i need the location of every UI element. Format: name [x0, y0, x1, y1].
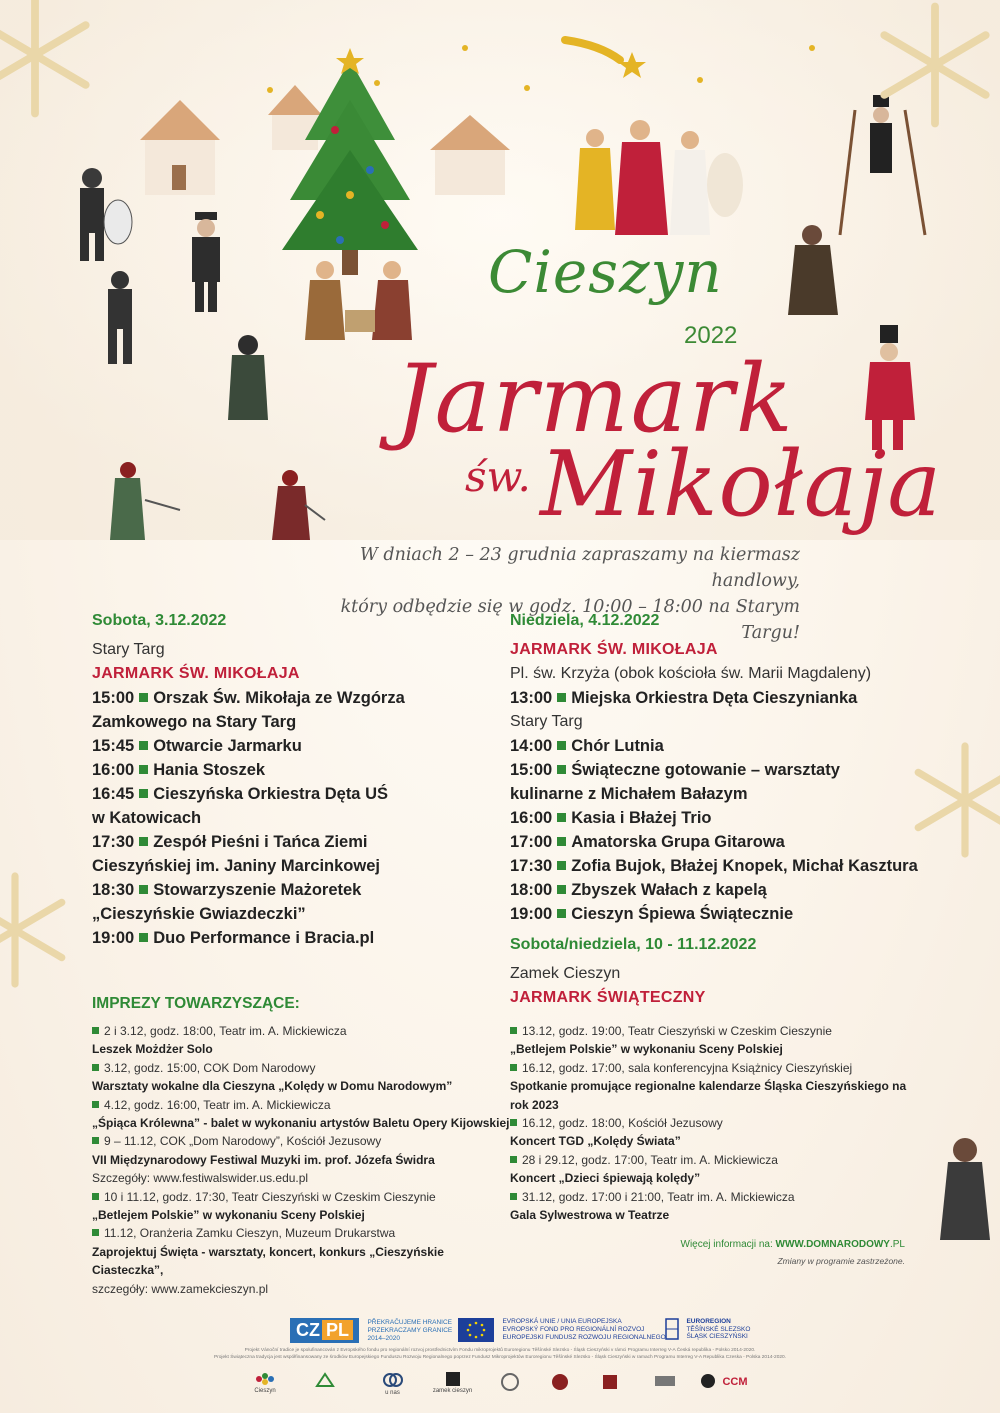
more-info-prefix: Więcej informacji na:	[680, 1239, 776, 1250]
schedule-sunday	[510, 612, 940, 1010]
bullet-square-icon	[139, 765, 148, 774]
schedule-item	[92, 878, 492, 902]
schedule-item	[92, 758, 492, 782]
schedule-list	[510, 686, 940, 710]
schedule-time: 19:00	[510, 905, 553, 923]
schedule-text: Stowarzyszenie Mażoretek	[153, 881, 362, 899]
schedule-item	[510, 806, 940, 830]
funding-line: Projekt Vánoční tradice je spolufinancován z Evropského fondu pro regionální rozvoj prostřednictvím Fondu mikroprojektů Euroregionu Těšínské Slezsko - Śląsk Cieszyński v rámci Programu Interreg V-A Česká republika - Polsko 2014-2020.	[244, 1348, 756, 1353]
schedule-time: 16:45	[92, 785, 135, 803]
place-label: Stary Targ	[92, 641, 165, 658]
side-event-meta	[510, 1114, 910, 1132]
schedule-time: 18:30	[92, 881, 135, 899]
side-event-meta	[510, 1188, 910, 1206]
side-event-meta	[92, 1188, 512, 1206]
schedule-item	[510, 878, 940, 902]
euroregion-line: ŚLĄSK CIESZYŃSKI	[686, 1333, 748, 1340]
schedule-text: Duo Performance i Bracia.pl	[153, 929, 375, 947]
place-label: Pl. św. Krzyża (obok kościoła św. Marii Magdaleny)	[510, 665, 872, 682]
euroregion-text	[686, 1318, 750, 1341]
spacer	[510, 926, 940, 936]
bullet-square-icon	[557, 741, 566, 750]
schedule-list	[92, 686, 492, 950]
schedule-time: 13:00	[510, 689, 553, 707]
schedule-item	[510, 686, 940, 710]
eu-line: EVROPSKÁ UNIE / UNIA EUROPEJSKA	[502, 1318, 622, 1325]
logo-label: Cieszyn	[254, 1388, 276, 1394]
side-event-date: 16.12, godz. 18:00, Kościół Jezusowy	[522, 1116, 723, 1131]
bullet-square-icon	[139, 933, 148, 942]
snowflake-icon	[0, 0, 100, 120]
schedule-text: Hania Stoszek	[153, 761, 266, 779]
more-info-suffix: .PL	[889, 1239, 905, 1250]
side-event-meta	[92, 1096, 512, 1114]
bullet-square-icon	[139, 741, 148, 750]
side-event-date: 3.12, godz. 15:00, COK Dom Narodowy	[104, 1060, 316, 1075]
schedule-text: Otwarcie Jarmarku	[153, 737, 302, 755]
schedule-time: 17:00	[510, 833, 553, 851]
title-sw: św.	[465, 452, 531, 501]
ccm-logo: CCM	[722, 1376, 748, 1388]
partner-logo	[595, 1372, 625, 1402]
schedule-text: Cieszyn Śpiewa Świątecznie	[571, 905, 794, 923]
euroregion-logo	[665, 1318, 750, 1344]
euroregion-icon	[665, 1318, 679, 1340]
schedule-text-continued: w Katowicach	[92, 809, 202, 827]
sponsor-logos	[240, 1372, 760, 1402]
schedule-time: 17:30	[92, 833, 135, 851]
czpl-cz: CZ	[296, 1320, 320, 1340]
czpl-line: PRZEKRACZAMY GRANICE	[367, 1326, 453, 1334]
schedule-item	[92, 782, 492, 806]
bullet-square-icon	[139, 885, 148, 894]
schedule-item	[510, 830, 940, 854]
zamek-cieszyn-logo	[430, 1372, 475, 1402]
schedule-item	[510, 902, 940, 926]
eu-line: EUROPEJSKI FUNDUSZ ROZWOJU REGIONALNEGO	[502, 1334, 666, 1341]
bullet-square-icon	[557, 837, 566, 846]
bullet-square-icon	[510, 1156, 517, 1163]
czpl-logo	[290, 1318, 452, 1344]
day-heading: Sobota/niedziela, 10 - 11.12.2022	[510, 936, 757, 953]
side-events-left	[92, 1022, 512, 1298]
side-event-name: Gala Sylwestrowa w Teatrze	[510, 1208, 670, 1223]
schedule-item	[92, 830, 492, 854]
winter-village-illustration	[0, 0, 1000, 540]
side-event-meta	[510, 1022, 910, 1040]
schedule-item	[510, 734, 940, 758]
side-event-meta	[92, 1022, 512, 1040]
czpl-badge	[290, 1318, 359, 1343]
bullet-square-icon	[92, 1193, 99, 1200]
funding-note	[100, 1347, 900, 1361]
day-heading: Sobota, 3.12.2022	[92, 612, 227, 629]
schedule-time: 15:45	[92, 737, 135, 755]
side-event-meta	[92, 1059, 512, 1077]
schedule-item	[92, 734, 492, 758]
bullet-square-icon	[510, 1193, 517, 1200]
schedule-text-continued: Zamkowego na Stary Targ	[92, 713, 297, 731]
euroregion-line: EUROREGION	[686, 1318, 731, 1325]
side-events-heading: IMPREZY TOWARZYSZĄCE:	[92, 995, 300, 1012]
side-event-extra: Szczegóły: www.festiwalswider.us.edu.pl	[92, 1171, 309, 1186]
bullet-square-icon	[557, 765, 566, 774]
side-event-name: Zaprojektuj Święta - warsztaty, koncert, konkurs „Cieszyńskie Ciasteczka”,	[92, 1244, 444, 1278]
schedule-text: Świąteczne gotowanie – warsztaty	[571, 761, 840, 779]
eu-logo	[458, 1318, 666, 1344]
partner-logo	[545, 1372, 575, 1402]
side-event-name: Koncert TGD „Kolędy Świata”	[510, 1134, 681, 1149]
schedule-text-continued: „Cieszyńskie Gwiazdeczki”	[92, 905, 306, 923]
side-event-date: 31.12, godz. 17:00 i 21:00, Teatr im. A. Mickiewicza	[522, 1189, 795, 1204]
czpl-line: PŘEKRAČUJEME HRANICE	[367, 1318, 452, 1326]
u-nas-logo	[365, 1372, 420, 1402]
bullet-square-icon	[510, 1064, 517, 1071]
schedule-item	[92, 926, 492, 950]
side-event-date: 9 – 11.12, COK „Dom Narodowy”, Kościół Jezusowy	[104, 1134, 382, 1149]
side-event-meta	[510, 1059, 910, 1077]
more-info	[640, 1239, 905, 1250]
side-event-name: Koncert „Dzieci śpiewają kolędy”	[510, 1171, 701, 1186]
title-jarmark: Jarmark	[395, 345, 795, 454]
schedule-time: 15:00	[510, 761, 553, 779]
schedule-text: Kasia i Błażej Trio	[571, 809, 712, 827]
bullet-square-icon	[92, 1229, 99, 1236]
partner-logo	[495, 1372, 525, 1402]
schedule-text-continued: kulinarne z Michałem Bałazym	[510, 785, 748, 803]
bullet-square-icon	[92, 1064, 99, 1071]
schedule-item	[92, 686, 492, 710]
bullet-square-icon	[139, 789, 148, 798]
place-label: Stary Targ	[510, 713, 583, 730]
funding-line: Projekt Świąteczna tradycja jest współfinansowany ze środków Europejskiego Funduszu Rozwoju Regionalnego poprzez Fundusz Mikroprojektów Euroregionu Těšínské Slezsko - Śląsk Cieszyński w ramach Programu Interreg V-A Republika Czeska - Polska 2014-2020.	[213, 1355, 787, 1360]
schedule-time: 17:30	[510, 857, 553, 875]
title-year: 2022	[684, 322, 738, 349]
schedule-text: Orszak Św. Mikołaja ze Wzgórza	[153, 689, 405, 707]
more-info-link[interactable]: WWW.DOMNARODOWY	[775, 1239, 890, 1250]
cieszyn-logo	[240, 1372, 290, 1402]
side-event-meta	[510, 1151, 910, 1169]
side-event-name: „Betlejem Polskie” w wykonaniu Sceny Polskiej	[510, 1042, 783, 1057]
bullet-square-icon	[510, 1119, 517, 1126]
partner-logo	[650, 1372, 680, 1402]
side-event-name: „Śpiąca Królewna” - balet w wykonaniu artystów Baletu Opery Kijowskiej	[92, 1116, 510, 1131]
bullet-square-icon	[92, 1101, 99, 1108]
schedule-item	[510, 854, 940, 878]
bullet-square-icon	[557, 693, 566, 702]
euroregion-line: TĚŠÍNSKÉ SLEZSKO	[686, 1325, 751, 1333]
snowflake-icon	[870, 0, 1000, 130]
schedule-text: Amatorska Grupa Gitarowa	[571, 833, 785, 851]
event-title: JARMARK ŚW. MIKOŁAJA	[510, 641, 718, 658]
side-event-extra: szczegóły: www.zamekcieszyn.pl	[92, 1281, 269, 1296]
side-event-date: 4.12, godz. 16:00, Teatr im. A. Mickiewicza	[104, 1097, 331, 1112]
day-heading: Niedziela, 4.12.2022	[510, 612, 660, 629]
bullet-square-icon	[92, 1137, 99, 1144]
eu-text	[502, 1318, 665, 1342]
side-events-right	[510, 1022, 910, 1224]
side-event-date: 16.12, godz. 17:00, sala konferencyjna Książnicy Cieszyńskiej	[522, 1060, 853, 1075]
schedule-time: 14:00	[510, 737, 553, 755]
bullet-square-icon	[510, 1027, 517, 1034]
side-event-date: 28 i 29.12, godz. 17:00, Teatr im. A. Mickiewicza	[522, 1152, 778, 1167]
side-event-name: VII Międzynarodowy Festiwal Muzyki im. prof. Józefa Świdra	[92, 1152, 435, 1167]
side-event-date: 11.12, Oranżeria Zamku Cieszyn, Muzeum Drukarstwa	[104, 1226, 396, 1241]
place-label: Zamek Cieszyn	[510, 965, 621, 982]
eu-line: EVROPSKÝ FOND PRO REGIONÁLNÍ ROZVOJ	[502, 1326, 645, 1333]
schedule-time: 16:00	[510, 809, 553, 827]
schedule-time: 19:00	[92, 929, 135, 947]
bullet-square-icon	[557, 813, 566, 822]
schedule-text: Zofia Bujok, Błażej Knopek, Michał Kasztura	[571, 857, 918, 875]
event-title: JARMARK ŚW. MIKOŁAJA	[92, 665, 300, 682]
side-event-date: 10 i 11.12, godz. 17:30, Teatr Cieszyński w Czeskim Cieszynie	[104, 1189, 436, 1204]
side-event-name: Spotkanie promujące regionalne kalendarze Śląska Cieszyńskiego na rok 2023	[510, 1079, 907, 1112]
side-event-meta	[92, 1224, 512, 1242]
schedule-text: Zespół Pieśni i Tańca Ziemi	[153, 833, 368, 851]
intro-line: W dniach 2 – 23 grudnia zapraszamy na kiermasz handlowy,	[359, 545, 800, 591]
schedule-item	[510, 758, 940, 782]
czpl-line: 2014–2020	[367, 1334, 401, 1342]
side-event-name: „Betlejem Polskie” w wykonaniu Sceny Polskiej	[92, 1208, 365, 1223]
side-event-name: Warsztaty wokalne dla Cieszyna „Kolędy w Domu Narodowym”	[92, 1079, 453, 1094]
bullet-square-icon	[557, 861, 566, 870]
czpl-text	[367, 1319, 452, 1343]
side-event-date: 13.12, godz. 19:00, Teatr Cieszyński w Czeskim Cieszynie	[522, 1024, 832, 1038]
schedule-text: Cieszyńska Orkiestra Dęta UŚ	[153, 785, 388, 803]
bullet-square-icon	[92, 1027, 99, 1034]
schedule-text: Miejska Orkiestra Dęta Cieszynianka	[571, 689, 858, 707]
logo-label: zamek cieszyn	[432, 1388, 473, 1394]
side-event-meta	[92, 1132, 512, 1150]
event-title: JARMARK ŚWIĄTECZNY	[510, 989, 706, 1006]
schedule-text: Zbyszek Wałach z kapelą	[571, 881, 767, 899]
bullet-square-icon	[139, 693, 148, 702]
schedule-time: 16:00	[92, 761, 135, 779]
bullet-square-icon	[557, 909, 566, 918]
caroler-figure-icon	[930, 1130, 1000, 1260]
schedule-text-continued: Cieszyńskiej im. Janiny Marcinkowej	[92, 857, 380, 875]
changes-note: Zmiany w programie zastrzeżone.	[777, 1256, 905, 1266]
schedule-list	[510, 734, 940, 926]
schedule-saturday	[92, 612, 492, 950]
cok-logo	[300, 1372, 350, 1402]
snowflake-icon	[0, 870, 75, 990]
title-city: Cieszyn	[488, 238, 723, 306]
side-event-date: 2 i 3.12, godz. 18:00, Teatr im. A. Mickiewicza	[104, 1024, 347, 1038]
logo-label: u nas	[385, 1390, 400, 1396]
bullet-square-icon	[557, 885, 566, 894]
schedule-time: 15:00	[92, 689, 135, 707]
side-event-name: Leszek Możdżer Solo	[92, 1042, 213, 1057]
bullet-square-icon	[139, 837, 148, 846]
eu-flag-icon	[458, 1318, 494, 1342]
czpl-pl: PL	[322, 1320, 353, 1340]
intro-line: który odbędzie się w godz. 10:00 – 18:00 na Starym Targu!	[340, 597, 800, 643]
title-mikolaja: Mikołaja	[540, 432, 943, 537]
schedule-text: Chór Lutnia	[571, 737, 664, 755]
schedule-time: 18:00	[510, 881, 553, 899]
